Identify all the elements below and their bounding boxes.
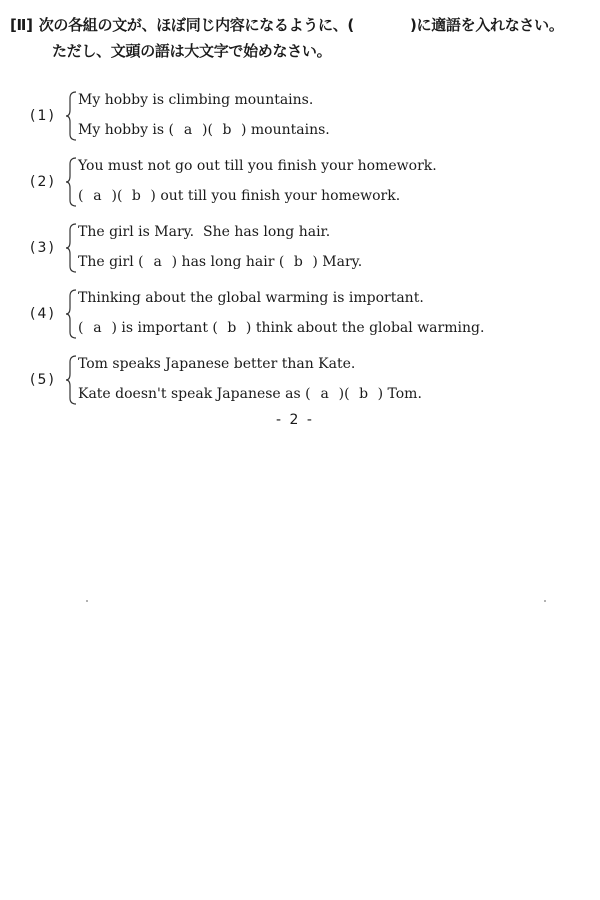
question-number: (4) — [30, 306, 56, 322]
sentence-text: has long hair — [181, 254, 275, 270]
blank-b: b — [359, 386, 369, 402]
sentence-text: out till you finish your homework. — [160, 188, 401, 204]
sentence-text: Tom. — [387, 386, 422, 402]
sentence-text: mountains. — [250, 122, 330, 138]
question-5 — [30, 354, 590, 414]
rewrite-sentence: ( a ) is important ( b ) think about the global warming. — [78, 320, 485, 336]
blank-a: a — [93, 320, 102, 336]
scan-speck — [544, 600, 546, 602]
original-sentence: The girl is Mary. She has long hair. — [78, 224, 331, 240]
question-number: (2) — [30, 174, 56, 190]
blank-b: b — [293, 254, 303, 270]
original-sentence: My hobby is climbing mountains. — [78, 92, 314, 108]
question-number: (3) — [30, 240, 56, 256]
brace-icon — [66, 288, 78, 340]
original-sentence: Thinking about the global warming is important. — [78, 290, 424, 306]
question-1 — [30, 90, 590, 150]
sentence-text: The girl — [78, 254, 134, 270]
instruction-line-1 — [10, 12, 590, 38]
blank-a: a — [93, 188, 102, 204]
blank-a: a — [153, 254, 162, 270]
question-number: (1) — [30, 108, 56, 124]
question-2 — [30, 156, 590, 216]
instruction-line-2: ただし、文頭の語は大文字で始めなさい。 — [52, 42, 332, 60]
scan-speck — [86, 600, 88, 602]
instruction-text-1: 次の各組の文が、ほぼ同じ内容になるように、( — [38, 16, 354, 34]
page-number: - 2 - — [276, 412, 314, 428]
original-sentence: Tom speaks Japanese better than Kate. — [78, 356, 356, 372]
blank-b: b — [227, 320, 237, 336]
instruction-text-2: )に適語を入れなさい。 — [409, 16, 564, 34]
sentence-text: think about the global warming. — [255, 320, 485, 336]
sentence-text: My hobby is — [78, 122, 165, 138]
blank-a: a — [183, 122, 193, 138]
question-number: (5) — [30, 372, 56, 388]
brace-icon — [66, 222, 78, 274]
original-sentence: You must not go out till you finish your homework. — [78, 158, 437, 174]
rewrite-sentence: My hobby is ( a )( b ) mountains. — [78, 122, 330, 138]
rewrite-sentence: The girl ( a ) has long hair ( b ) Mary. — [78, 254, 363, 270]
instructions — [10, 12, 590, 64]
blank-a: a — [320, 386, 329, 402]
rewrite-sentence: ( a )( b ) out till you finish your homework. — [78, 188, 401, 204]
blank-b: b — [131, 188, 141, 204]
section-label: [Ⅱ] — [10, 16, 33, 34]
rewrite-sentence: Kate doesn't speak Japanese as ( a )( b ) Tom. — [78, 386, 422, 402]
sentence-text: Kate doesn't speak Japanese as — [78, 386, 301, 402]
brace-icon — [66, 156, 78, 208]
brace-icon — [66, 90, 78, 142]
question-3 — [30, 222, 590, 282]
brace-icon — [66, 354, 78, 406]
question-4 — [30, 288, 590, 348]
sentence-text: is important — [121, 320, 208, 336]
sentence-text: Mary. — [322, 254, 363, 270]
blank-b: b — [222, 122, 232, 138]
